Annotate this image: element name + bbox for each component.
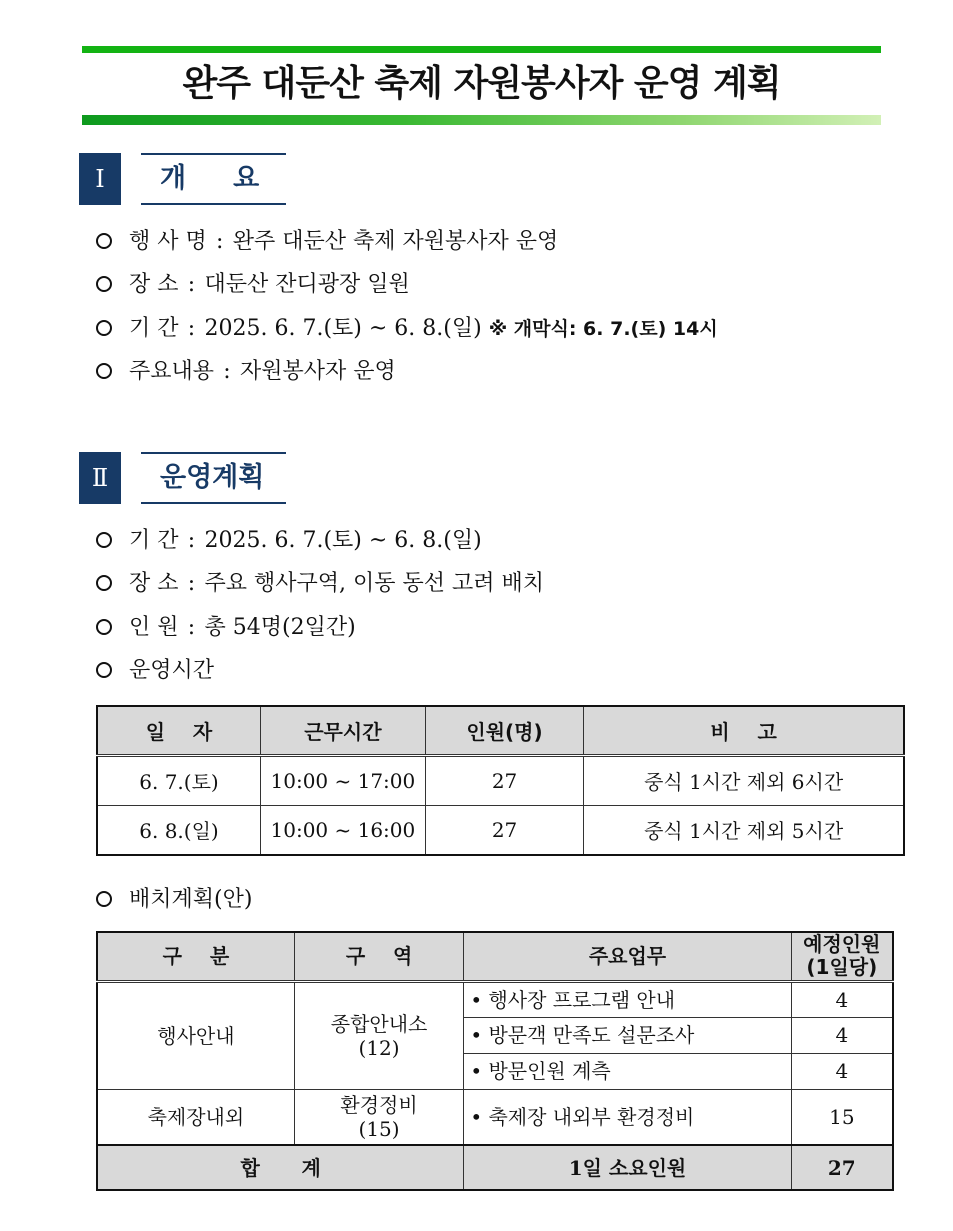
table-cell: 6. 7.(토) xyxy=(97,755,260,805)
table-cell: 행사안내 xyxy=(97,981,294,1089)
section-1-title: 개 요 xyxy=(160,163,260,194)
circle-bullet-icon xyxy=(96,276,112,292)
table-cell: 합 계 xyxy=(97,1145,464,1190)
table-cell: 6. 8.(일) xyxy=(97,805,260,855)
circle-bullet-icon xyxy=(96,619,112,635)
column-header: 일 자 xyxy=(97,706,260,755)
table-cell: 환경정비 (15) xyxy=(294,1089,464,1145)
column-header: 인원(명) xyxy=(425,706,583,755)
table-row xyxy=(97,981,893,1017)
overview-item-content: 주요내용 : 자원봉사자 운영 xyxy=(96,352,396,392)
plan-item-people: 인 원 : 총 54명(2일간) xyxy=(96,608,356,648)
table-cell: 종합안내소 (12) xyxy=(294,981,464,1089)
section-2-number: Ⅱ xyxy=(79,452,121,504)
title-top-bar xyxy=(82,46,881,53)
table-cell: 10:00 ~ 16:00 xyxy=(260,805,425,855)
opening-ceremony-note: ※ 개막식: 6. 7.(토) 14시 xyxy=(488,318,718,340)
table-cell: 10:00 ~ 17:00 xyxy=(260,755,425,805)
table-cell: 4 xyxy=(791,1017,893,1053)
placement-heading: 배치계획(안) xyxy=(96,880,252,920)
title-bottom-bar xyxy=(82,115,881,125)
circle-bullet-icon xyxy=(96,532,112,548)
table-cell: 4 xyxy=(791,1053,893,1089)
column-header: 예정인원 (1일당) xyxy=(791,932,893,981)
table-cell: • 방문객 만족도 설문조사 xyxy=(464,1017,791,1053)
schedule-heading: 운영시간 xyxy=(96,651,214,691)
table-cell: 27 xyxy=(425,755,583,805)
circle-bullet-icon xyxy=(96,575,112,591)
table-cell: 27 xyxy=(425,805,583,855)
overview-item-name: 행 사 명 : 완주 대둔산 축제 자원봉사자 운영 xyxy=(96,222,558,262)
table-cell: • 행사장 프로그램 안내 xyxy=(464,981,791,1017)
circle-bullet-icon xyxy=(96,363,112,379)
circle-bullet-icon xyxy=(96,320,112,336)
table-total-row xyxy=(97,1145,893,1190)
plan-item-place: 장 소 : 주요 행사구역, 이동 동선 고려 배치 xyxy=(96,564,544,604)
table-header-row xyxy=(97,706,904,755)
plan-item-period: 기 간 : 2025. 6. 7.(토) ~ 6. 8.(일) xyxy=(96,521,482,561)
table-cell: 27 xyxy=(791,1145,893,1190)
table-row xyxy=(97,755,904,805)
table-header-row xyxy=(97,932,893,981)
column-header: 비 고 xyxy=(584,706,904,755)
column-header: 주요업무 xyxy=(464,932,791,981)
table-cell: 15 xyxy=(791,1089,893,1145)
circle-bullet-icon xyxy=(96,891,112,907)
section-2-title: 운영계획 xyxy=(160,462,265,493)
overview-item-place: 장 소 : 대둔산 잔디광장 일원 xyxy=(96,265,410,305)
section-1-number: Ⅰ xyxy=(79,153,121,205)
placement-table xyxy=(96,931,894,1191)
circle-bullet-icon xyxy=(96,233,112,249)
document-title: 완주 대둔산 축제 자원봉사자 운영 계획 xyxy=(182,63,781,104)
table-row xyxy=(97,805,904,855)
column-header: 근무시간 xyxy=(260,706,425,755)
table-cell: • 방문인원 계측 xyxy=(464,1053,791,1089)
column-header: 구 역 xyxy=(294,932,464,981)
table-cell: • 축제장 내외부 환경정비 xyxy=(464,1089,791,1145)
table-cell: 4 xyxy=(791,981,893,1017)
circle-bullet-icon xyxy=(96,662,112,678)
table-cell: 축제장내외 xyxy=(97,1089,294,1145)
table-cell: 중식 1시간 제외 6시간 xyxy=(584,755,904,805)
table-cell: 1일 소요인원 xyxy=(464,1145,791,1190)
column-header: 구 분 xyxy=(97,932,294,981)
table-row xyxy=(97,1089,893,1145)
overview-item-period: 기 간 : 2025. 6. 7.(토) ~ 6. 8.(일) ※ 개막식: 6. 7.(토) 14시 xyxy=(96,309,718,349)
schedule-table xyxy=(96,705,905,856)
table-cell: 중식 1시간 제외 5시간 xyxy=(584,805,904,855)
